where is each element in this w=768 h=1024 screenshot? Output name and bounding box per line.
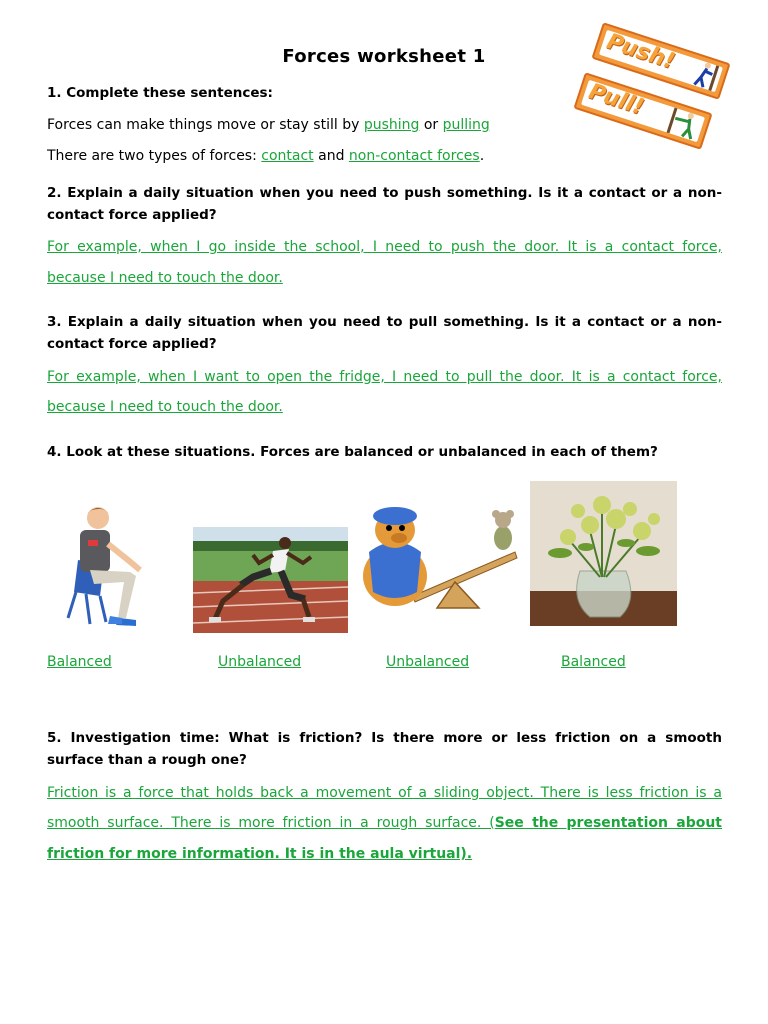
q1-s2-prefix: There are two types of forces: <box>47 148 262 164</box>
q5-answer-line-1: Friction is a force that holds back a movement of a sliding object. There is less friction is a <box>47 785 722 801</box>
q5-answer-plain: smooth surface. There is more friction in a rough surface. ( <box>47 815 495 831</box>
q2-question-line-1: 2. Explain a daily situation when you need to push something. Is it a contact or a non- <box>47 185 722 201</box>
q1-sentence-1 <box>47 114 722 136</box>
page-title: Forces worksheet 1 <box>282 46 486 67</box>
label-unbalanced-1: Unbalanced <box>218 654 302 670</box>
pull-badge-text: Pull! <box>585 79 647 121</box>
q2-answer-line-1: For example, when I go inside the school, I need to push the door. It is a contact force, <box>47 239 722 255</box>
q1-answer-pulling: pulling <box>442 117 490 133</box>
q1-s2-mid: and <box>313 148 349 164</box>
q5-answer-line-2 <box>47 812 722 834</box>
label-balanced-2: Balanced <box>561 654 626 670</box>
label-balanced-1: Balanced <box>47 654 112 670</box>
q5-answer-bold-1: See the presentation about <box>494 815 722 831</box>
q5-question-line-1: 5. Investigation time: What is friction? Is there more or less friction on a smooth <box>47 730 722 746</box>
q5-answer-bold-2: friction for more information. It is in the aula virtual). <box>47 846 473 862</box>
q2-answer-line-2: because I need to touch the door. <box>47 270 283 286</box>
runner-image <box>193 527 348 633</box>
q5-answer-line-3 <box>47 843 722 865</box>
push-badge-text: Push! <box>603 29 678 75</box>
q4-heading: 4. Look at these situations. Forces are balanced or unbalanced in each of them? <box>47 444 658 460</box>
label-unbalanced-2: Unbalanced <box>386 654 470 670</box>
q1-s1-prefix: Forces can make things move or stay still by <box>47 117 364 133</box>
q3-question-line-1: 3. Explain a daily situation when you need to pull something. Is it a contact or a non- <box>47 314 722 330</box>
q1-answer-pushing: pushing <box>363 117 420 133</box>
q1-answer-non-contact: non-contact forces <box>348 148 480 164</box>
q1-s1-mid: or <box>419 117 443 133</box>
q5-question-line-2: surface than a rough one? <box>47 752 247 768</box>
q1-s2-end: . <box>479 148 485 164</box>
q3-answer-line-2: because I need to touch the door. <box>47 399 283 415</box>
seesaw-cartoon-image <box>355 496 527 618</box>
q1-heading: 1. Complete these sentences: <box>47 85 273 101</box>
q2-question-line-2: contact force applied? <box>47 207 217 223</box>
boy-sitting-image <box>60 500 155 635</box>
q3-question-line-2: contact force applied? <box>47 336 217 352</box>
flower-vase-image <box>530 481 677 626</box>
q1-answer-contact: contact <box>261 148 314 164</box>
q1-sentence-2 <box>47 145 722 167</box>
q3-answer-line-1: For example, when I want to open the fridge, I need to pull the door. It is a contact force, <box>47 369 722 385</box>
